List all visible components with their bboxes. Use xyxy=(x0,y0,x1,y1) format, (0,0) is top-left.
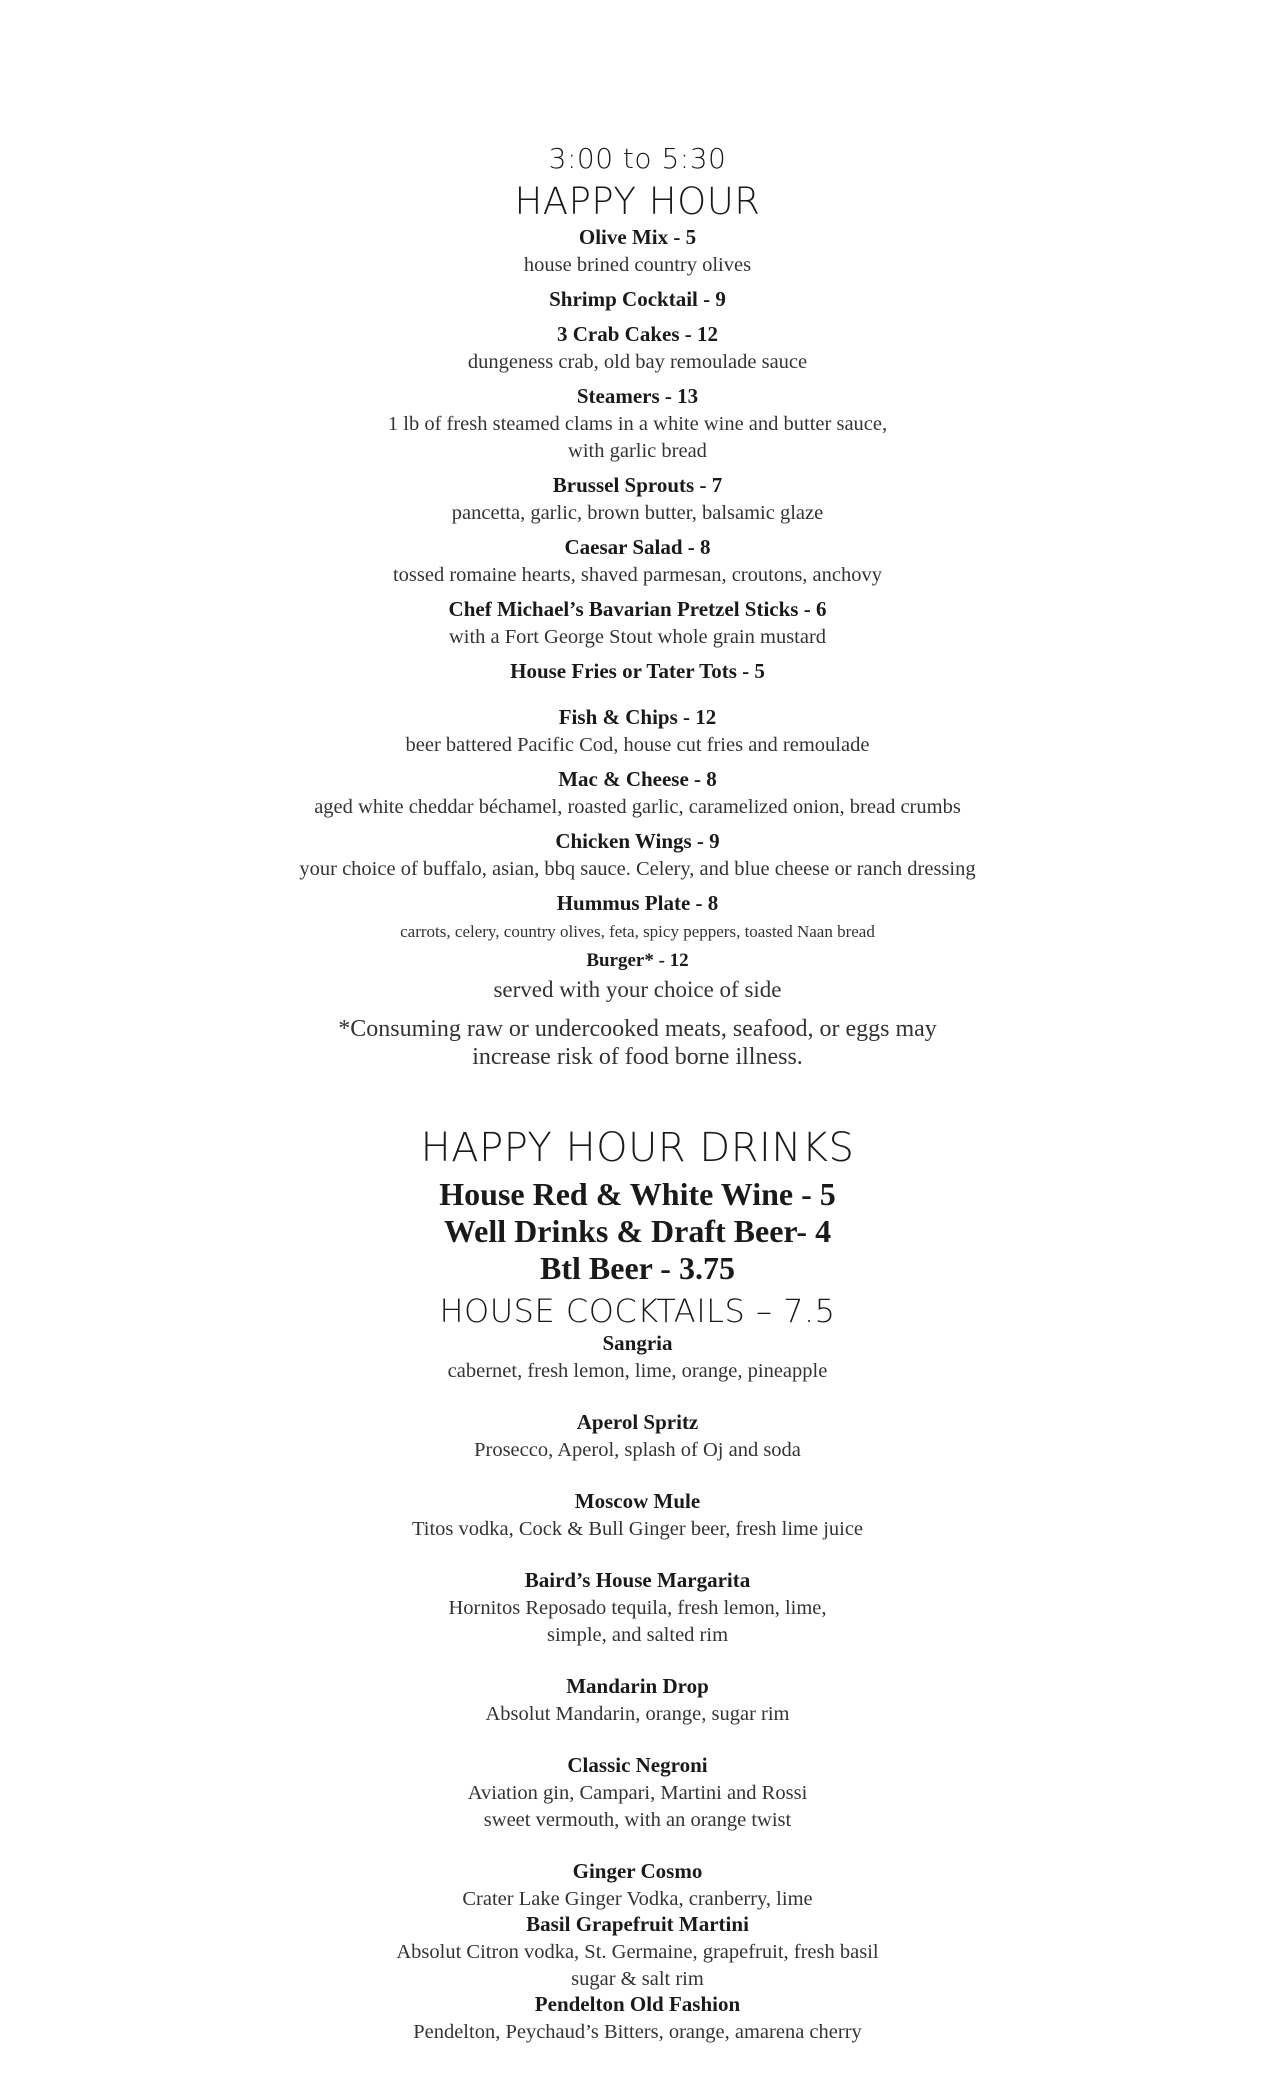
cocktail-desc: sweet vermouth, with an orange twist xyxy=(483,1809,792,1831)
drink-special: Btl Beer - 3.75 xyxy=(540,1250,735,1286)
menu-item-name: Chef Michael’s Bavarian Pretzel Sticks - 6 xyxy=(448,597,827,621)
menu-item-desc: 1 lb of fresh steamed clams in a white wine and butter sauce, xyxy=(387,413,888,435)
menu-item-desc: pancetta, garlic, brown butter, balsamic glaze xyxy=(451,502,824,524)
menu-item-name: Chicken Wings - 9 xyxy=(555,829,720,853)
happy-hour-title: HAPPY HOUR xyxy=(514,180,761,223)
cocktail-name: Basil Grapefruit Martini xyxy=(526,1912,749,1936)
cocktail-name: Pendelton Old Fashion xyxy=(534,1992,741,2016)
cocktail-desc: Crater Lake Ginger Vodka, cranberry, lime xyxy=(462,1888,813,1910)
menu-item-desc: tossed romaine hearts, shaved parmesan, croutons, anchovy xyxy=(392,564,882,586)
cocktail-name: Moscow Mule xyxy=(574,1489,701,1513)
menu-item-desc: house brined country olives xyxy=(523,254,752,276)
health-notice-line: *Consuming raw or undercooked meats, seafood, or eggs may xyxy=(338,1016,937,1042)
happy-hour-time: 3:00 to 5:30 xyxy=(548,142,727,175)
drinks-title: HAPPY HOUR DRINKS xyxy=(420,1125,855,1171)
menu-item-name: Shrimp Cocktail - 9 xyxy=(549,287,726,311)
menu-item-name: 3 Crab Cakes - 12 xyxy=(557,322,718,346)
cocktail-desc: Hornitos Reposado tequila, fresh lemon, lime, xyxy=(448,1597,827,1619)
cocktail-desc: Absolut Mandarin, orange, sugar rim xyxy=(485,1703,790,1725)
cocktail-name: Classic Negroni xyxy=(567,1753,708,1777)
menu-item-name: Hummus Plate - 8 xyxy=(556,891,719,915)
cocktail-name: Aperol Spritz xyxy=(576,1410,699,1434)
menu-item-name: Brussel Sprouts - 7 xyxy=(552,473,723,497)
menu-item-desc: carrots, celery, country olives, feta, spicy peppers, toasted Naan bread xyxy=(400,922,875,941)
health-notice-line: increase risk of food borne illness. xyxy=(472,1044,803,1070)
menu-item-name: Caesar Salad - 8 xyxy=(564,535,711,559)
menu-item-name: Mac & Cheese - 8 xyxy=(558,767,717,791)
cocktail-desc: cabernet, fresh lemon, lime, orange, pineapple xyxy=(447,1360,828,1382)
menu-item-desc: with garlic bread xyxy=(568,440,707,462)
cocktail-desc: Prosecco, Aperol, splash of Oj and soda xyxy=(474,1439,801,1461)
menu-item-desc: aged white cheddar béchamel, roasted garlic, caramelized onion, bread crumbs xyxy=(314,796,961,818)
menu-item-name: Olive Mix - 5 xyxy=(578,225,697,249)
cocktail-name: Sangria xyxy=(602,1331,673,1355)
cocktails-title: HOUSE COCKTAILS – 7.5 xyxy=(439,1292,836,1330)
cocktail-desc: Aviation gin, Campari, Martini and Rossi xyxy=(467,1782,808,1804)
drink-special: House Red & White Wine - 5 xyxy=(439,1176,836,1212)
cocktail-desc: Titos vodka, Cock & Bull Ginger beer, fresh lime juice xyxy=(411,1518,864,1540)
cocktail-name: Baird’s House Margarita xyxy=(524,1568,751,1592)
cocktail-desc: sugar & salt rim xyxy=(571,1968,704,1990)
menu-item-desc: beer battered Pacific Cod, house cut fries and remoulade xyxy=(405,734,870,756)
cocktail-name: Mandarin Drop xyxy=(566,1674,709,1698)
menu-item-name: Burger* - 12 xyxy=(586,950,689,971)
menu-item-name: Fish & Chips - 12 xyxy=(558,705,717,729)
drink-special: Well Drinks & Draft Beer- 4 xyxy=(443,1213,832,1249)
menu-item-desc: dungeness crab, old bay remoulade sauce xyxy=(467,351,808,373)
cocktail-name: Ginger Cosmo xyxy=(572,1859,703,1883)
menu-item-desc: your choice of buffalo, asian, bbq sauce. Celery, and blue cheese or ranch dressing xyxy=(299,858,976,880)
menu-item-name: Steamers - 13 xyxy=(576,384,699,408)
cocktail-desc: Pendelton, Peychaud’s Bitters, orange, amarena cherry xyxy=(413,2021,862,2043)
cocktail-desc: Absolut Citron vodka, St. Germaine, grapefruit, fresh basil xyxy=(396,1941,879,1963)
menu-item-desc: served with your choice of side xyxy=(493,977,782,1002)
menu-item-desc: with a Fort George Stout whole grain mustard xyxy=(448,626,827,648)
menu-item-name: House Fries or Tater Tots - 5 xyxy=(510,659,765,683)
cocktail-desc: simple, and salted rim xyxy=(546,1624,729,1646)
